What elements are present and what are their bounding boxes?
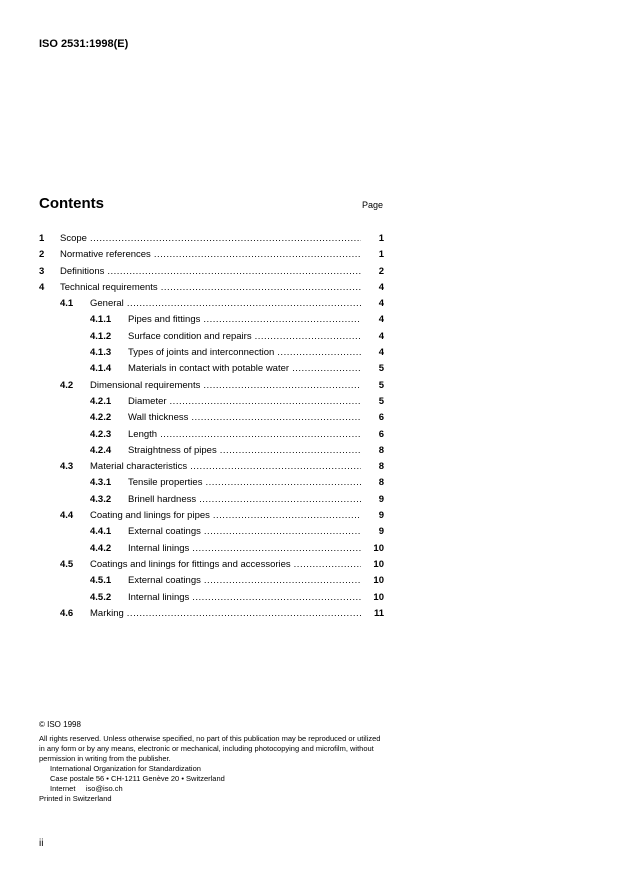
toc-entry-number: 2	[39, 249, 45, 261]
toc-entry-page: 4	[378, 347, 384, 359]
toc-entry-title: Surface condition and repairs	[128, 330, 252, 342]
toc-entry-title: Straightness of pipes	[128, 444, 217, 456]
toc-entry[interactable]	[39, 508, 384, 524]
toc-entry-title: Internal linings	[128, 542, 190, 554]
dot-leader	[192, 541, 361, 557]
organization-address: Case postale 56 • CH-1211 Genève 20 • Switzerland	[50, 774, 225, 783]
document-id: ISO 2531:1998(E)	[39, 38, 129, 50]
toc-entry[interactable]	[39, 361, 384, 377]
dot-leader	[192, 590, 361, 606]
toc-entry-title: Normative references	[60, 249, 151, 261]
toc-entry-number: 4.3.2	[90, 493, 112, 505]
dot-leader	[213, 508, 361, 524]
toc-entry-page: 5	[378, 395, 384, 407]
toc-entry[interactable]	[39, 541, 384, 557]
toc-entry-page: 10	[373, 591, 384, 603]
toc-entry-number: 4.2.2	[90, 412, 112, 424]
toc-entry-title: Marking	[90, 607, 124, 619]
toc-entry[interactable]	[39, 557, 384, 573]
toc-entry-number: 4.5.1	[90, 575, 112, 587]
toc-entry[interactable]	[39, 296, 384, 312]
toc-entry-number: 4	[39, 281, 45, 293]
dot-leader	[204, 573, 361, 589]
toc-entry-title: Dimensional requirements	[90, 379, 201, 391]
organization-internet: Internet iso@iso.ch	[50, 784, 123, 793]
toc-entry[interactable]	[39, 443, 384, 459]
toc-entry-number: 4.4.1	[90, 526, 112, 538]
toc-entry-title: Tensile properties	[128, 477, 203, 489]
toc-entry-number: 4.1.2	[90, 330, 112, 342]
toc-entry[interactable]	[39, 312, 384, 328]
toc-entry-title: External coatings	[128, 526, 201, 538]
page-column-label: Page	[361, 200, 383, 210]
toc-entry-page: 9	[378, 493, 384, 505]
contents-title: Contents	[39, 195, 104, 212]
toc-entry-page: 4	[378, 298, 384, 310]
toc-entry-page: 1	[378, 233, 384, 244]
dot-leader	[203, 312, 361, 328]
toc-entry-title: Internal linings	[128, 591, 190, 603]
toc-entry-number: 4.5.2	[90, 591, 112, 603]
toc-entry-page: 8	[378, 461, 384, 473]
toc-entry-title: Definitions	[60, 265, 105, 277]
dot-leader	[205, 475, 361, 491]
dot-leader	[170, 394, 361, 410]
dot-leader	[204, 524, 361, 540]
toc-entry[interactable]	[39, 492, 384, 508]
toc-entry-page: 4	[378, 330, 384, 342]
toc-entry[interactable]	[39, 329, 384, 345]
toc-entry-page: 8	[378, 444, 384, 456]
toc-entry-title: Material characteristics	[90, 461, 188, 473]
toc-entry[interactable]	[39, 280, 384, 296]
toc-entry-number: 4.1.3	[90, 347, 112, 359]
toc-entry-page: 9	[378, 526, 384, 538]
toc-entry[interactable]	[39, 427, 384, 443]
toc-entry-number: 1	[39, 233, 45, 244]
dot-leader	[127, 296, 361, 312]
toc-entry-number: 4.1.1	[90, 314, 112, 326]
toc-entry[interactable]	[39, 606, 384, 622]
dot-leader	[160, 427, 361, 443]
rights-statement: All rights reserved. Unless otherwise specified, no part of this publication may be reproduced or utilized in any form or by any means, electronic or mechanical, including photocopying and microfilm, without permission in writing from the publisher.	[39, 734, 381, 763]
toc-entry-page: 10	[373, 575, 384, 587]
dot-leader	[107, 264, 361, 280]
toc-entry[interactable]	[39, 345, 384, 361]
toc-entry-page: 6	[378, 412, 384, 424]
toc-entry-number: 3	[39, 265, 45, 277]
dot-leader	[220, 443, 361, 459]
dot-leader	[255, 329, 361, 345]
page-number: ii	[39, 838, 44, 849]
toc-entry[interactable]	[39, 247, 384, 263]
printed-in: Printed in Switzerland	[39, 794, 112, 803]
toc-entry-number: 4.4.2	[90, 542, 112, 554]
toc-entry-title: General	[90, 298, 124, 310]
dot-leader	[294, 557, 361, 573]
toc-entry-title: External coatings	[128, 575, 201, 587]
toc-entry-page: 1	[378, 249, 384, 261]
toc-entry-number: 4.2	[60, 379, 74, 391]
toc-entry-number: 4.4	[60, 510, 74, 522]
toc-entry-page: 9	[378, 510, 384, 522]
toc-entry[interactable]	[39, 394, 384, 410]
toc-entry[interactable]	[39, 231, 384, 247]
toc-entry-page: 10	[373, 558, 384, 570]
toc-entry[interactable]	[39, 590, 384, 606]
toc-entry-page: 10	[373, 542, 384, 554]
organization-name: International Organization for Standardization	[50, 764, 201, 773]
toc-entry-title: Pipes and fittings	[128, 314, 201, 326]
toc-entry-title: Scope	[60, 233, 87, 244]
toc-entry-page: 5	[378, 363, 384, 375]
dot-leader	[161, 280, 361, 296]
toc-entry-title: Coating and linings for pipes	[90, 510, 210, 522]
dot-leader	[90, 231, 361, 247]
toc-entry-title: Technical requirements	[60, 281, 158, 293]
copyright-notice	[39, 720, 384, 804]
toc-entry-title: Brinell hardness	[128, 493, 197, 505]
toc-entry-page: 6	[378, 428, 384, 440]
dot-leader	[190, 459, 361, 475]
dot-leader	[191, 410, 361, 426]
copyright-line: © ISO 1998	[39, 720, 81, 729]
toc-entry[interactable]	[39, 573, 384, 589]
toc-entry-title: Types of joints and interconnection	[128, 347, 275, 359]
toc-entry-title: Materials in contact with potable water	[128, 363, 290, 375]
dot-leader	[292, 361, 361, 377]
toc-entry-number: 4.2.3	[90, 428, 112, 440]
toc-entry-page: 5	[378, 379, 384, 391]
toc-entry-number: 4.5	[60, 558, 74, 570]
dot-leader	[277, 345, 361, 361]
dot-leader	[199, 492, 361, 508]
toc-entry-number: 4.3.1	[90, 477, 112, 489]
toc-entry[interactable]	[39, 524, 384, 540]
toc-entry-title: Wall thickness	[128, 412, 189, 424]
toc-entry-page: 2	[378, 265, 384, 277]
dot-leader	[154, 247, 361, 263]
table-of-contents	[39, 231, 384, 622]
toc-entry-number: 4.2.4	[90, 444, 112, 456]
dot-leader	[203, 378, 361, 394]
toc-entry[interactable]	[39, 475, 384, 491]
toc-entry[interactable]	[39, 410, 384, 426]
toc-entry-page: 11	[373, 607, 384, 619]
toc-entry-page: 4	[378, 314, 384, 326]
toc-entry[interactable]	[39, 378, 384, 394]
toc-entry-number: 4.6	[60, 607, 74, 619]
toc-entry-page: 4	[378, 281, 384, 293]
toc-entry-title: Length	[128, 428, 158, 440]
toc-entry-title: Coatings and linings for fittings and accessories	[90, 558, 291, 570]
dot-leader	[127, 606, 361, 622]
toc-entry-title: Diameter	[128, 395, 167, 407]
toc-entry[interactable]	[39, 264, 384, 280]
toc-entry-number: 4.1.4	[90, 363, 112, 375]
toc-entry-number: 4.2.1	[90, 395, 112, 407]
toc-entry[interactable]	[39, 459, 384, 475]
toc-entry-number: 4.3	[60, 461, 74, 473]
toc-entry-number: 4.1	[60, 298, 74, 310]
toc-entry-page: 8	[378, 477, 384, 489]
